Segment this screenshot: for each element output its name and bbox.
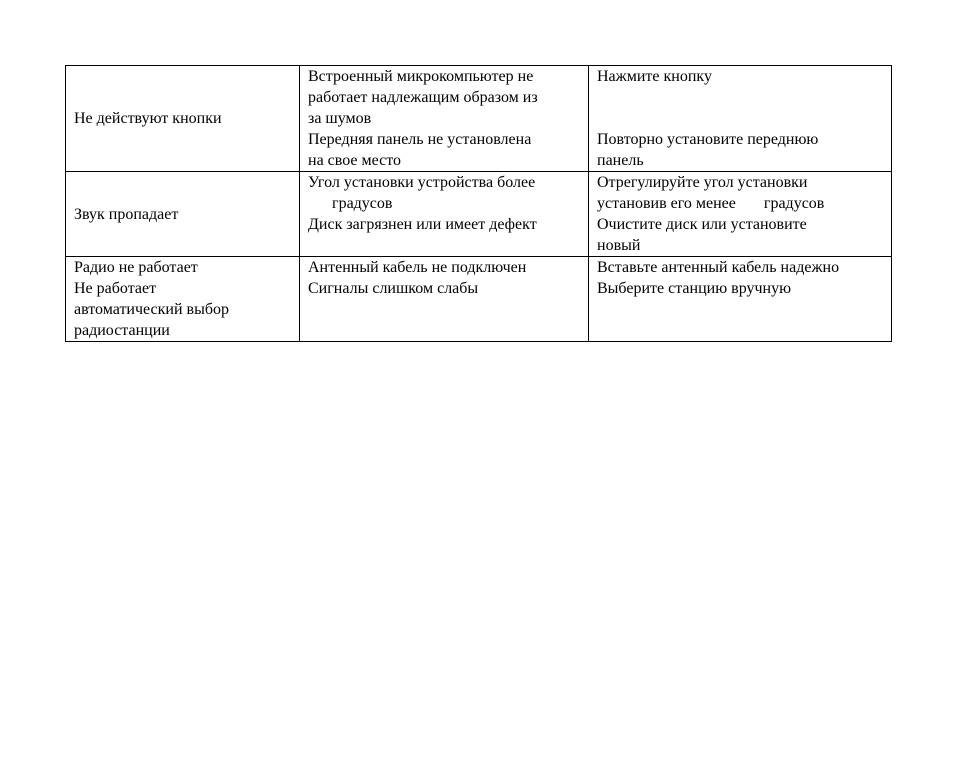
solution-text: Нажмите кнопку xyxy=(597,68,712,85)
problem-text: Радио не работает xyxy=(74,259,198,276)
blank-line xyxy=(597,87,883,108)
table-row xyxy=(66,257,892,342)
solution-text: Отрегулируйте угол установки xyxy=(597,174,808,191)
cause-text: Антенный кабель не подключен xyxy=(308,259,527,276)
cause-text: Передняя панель не установлена xyxy=(308,131,532,148)
problem-cell xyxy=(66,66,300,172)
problem-text: автоматический выбор xyxy=(74,301,229,318)
cause-text: Диск загрязнен или имеет дефект xyxy=(308,216,537,233)
solution-text: установив его менее градусов xyxy=(597,195,825,212)
troubleshooting-table xyxy=(65,65,892,342)
solution-text: Повторно установите переднюю xyxy=(597,131,819,148)
cause-cell xyxy=(300,257,589,342)
cause-text: Встроенный микрокомпьютер не xyxy=(308,68,534,85)
problem-text: Не работает xyxy=(74,280,157,297)
problem-cell xyxy=(66,172,300,257)
solution-text: новый xyxy=(597,237,641,254)
cause-text: на свое место xyxy=(308,152,402,169)
solution-text: Очистите диск или установите xyxy=(597,216,807,233)
cause-text: Угол установки устройства более xyxy=(308,174,536,191)
cause-cell xyxy=(300,66,589,172)
problem-cell xyxy=(66,257,300,342)
solution-text: панель xyxy=(597,152,644,169)
cause-text: за шумов xyxy=(308,110,372,127)
table-row xyxy=(66,66,892,172)
cause-text: работает надлежащим образом из xyxy=(308,89,538,106)
problem-text: Не действуют кнопки xyxy=(74,110,222,127)
cause-text: Сигналы слишком слабы xyxy=(308,280,479,297)
problem-text: радиостанции xyxy=(74,322,170,339)
table-row xyxy=(66,172,892,257)
blank-line xyxy=(597,108,883,129)
problem-text: Звук пропадает xyxy=(74,205,179,223)
solution-text: Выберите станцию вручную xyxy=(597,280,792,297)
cause-text: градусов xyxy=(308,195,393,212)
solution-text: Вставьте антенный кабель надежно xyxy=(597,259,840,276)
solution-cell xyxy=(589,172,892,257)
cause-cell xyxy=(300,172,589,257)
solution-cell xyxy=(589,257,892,342)
solution-cell xyxy=(589,66,892,172)
